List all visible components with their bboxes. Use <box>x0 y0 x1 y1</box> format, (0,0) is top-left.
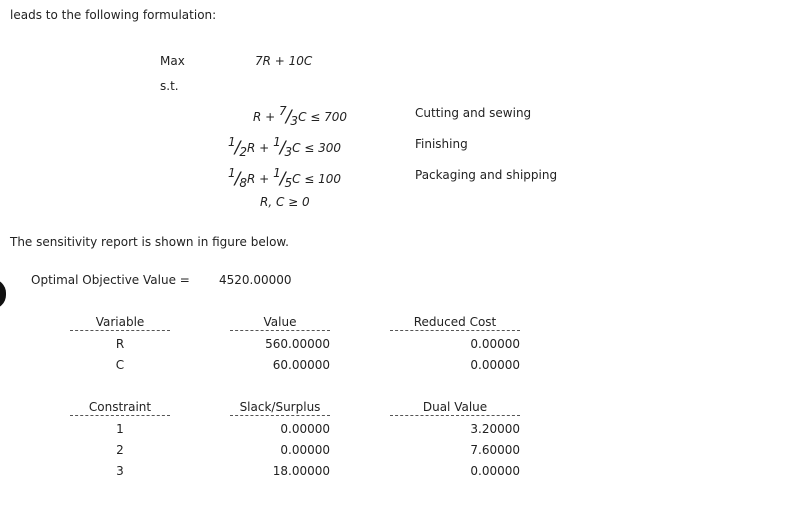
fraction: 7/3 <box>279 104 299 128</box>
constraint-header: Constraint <box>70 400 170 416</box>
max-label: Max <box>160 54 185 68</box>
slack-surplus: 0.00000 <box>280 422 330 436</box>
fraction: 1/5 <box>273 166 293 190</box>
variable-header: Variable <box>70 315 170 331</box>
objective-function: 7R + 10C <box>255 54 313 68</box>
constraint-1: R + 7/3C ≤ 700 <box>253 104 348 128</box>
fraction: 1/8 <box>228 166 248 190</box>
constraint-2-label: Finishing <box>415 137 468 151</box>
fraction: 1/2 <box>228 135 248 159</box>
variable-name: R <box>115 337 125 351</box>
reduced-cost: 0.00000 <box>470 358 520 372</box>
fraction: 1/3 <box>273 135 293 159</box>
optimal-objective-value: 4520.00000 <box>219 273 292 287</box>
dual-value-header: Dual Value <box>390 400 520 416</box>
slack-surplus: 18.00000 <box>272 464 330 478</box>
constraint-number: 1 <box>116 422 124 436</box>
constraint-number: 2 <box>116 443 124 457</box>
constraint-1-label: Cutting and sewing <box>415 106 532 120</box>
constraint-3-label: Packaging and shipping <box>415 168 558 182</box>
value-header: Value <box>230 315 330 331</box>
constraint-2: 1/2R + 1/3C ≤ 300 <box>228 135 342 159</box>
nonnegativity-constraint: R, C ≥ 0 <box>260 195 310 209</box>
st-label: s.t. <box>160 79 179 93</box>
intro-text: leads to the following formulation: <box>10 8 217 22</box>
sensitivity-intro: The sensitivity report is shown in figure below. <box>10 235 289 249</box>
variable-value: 60.00000 <box>272 358 330 372</box>
dual-value: 7.60000 <box>470 443 520 457</box>
optimal-objective-label: Optimal Objective Value = <box>31 273 190 287</box>
constraint-number: 3 <box>116 464 124 478</box>
edge-decoration <box>0 279 6 309</box>
dual-value: 3.20000 <box>470 422 520 436</box>
slack-surplus-header: Slack/Surplus <box>230 400 330 416</box>
variable-name: C <box>115 358 125 372</box>
constraint-3: 1/8R + 1/5C ≤ 100 <box>228 166 342 190</box>
slack-surplus: 0.00000 <box>280 443 330 457</box>
reduced-cost-header: Reduced Cost <box>390 315 520 331</box>
dual-value: 0.00000 <box>470 464 520 478</box>
variable-value: 560.00000 <box>265 337 330 351</box>
reduced-cost: 0.00000 <box>470 337 520 351</box>
